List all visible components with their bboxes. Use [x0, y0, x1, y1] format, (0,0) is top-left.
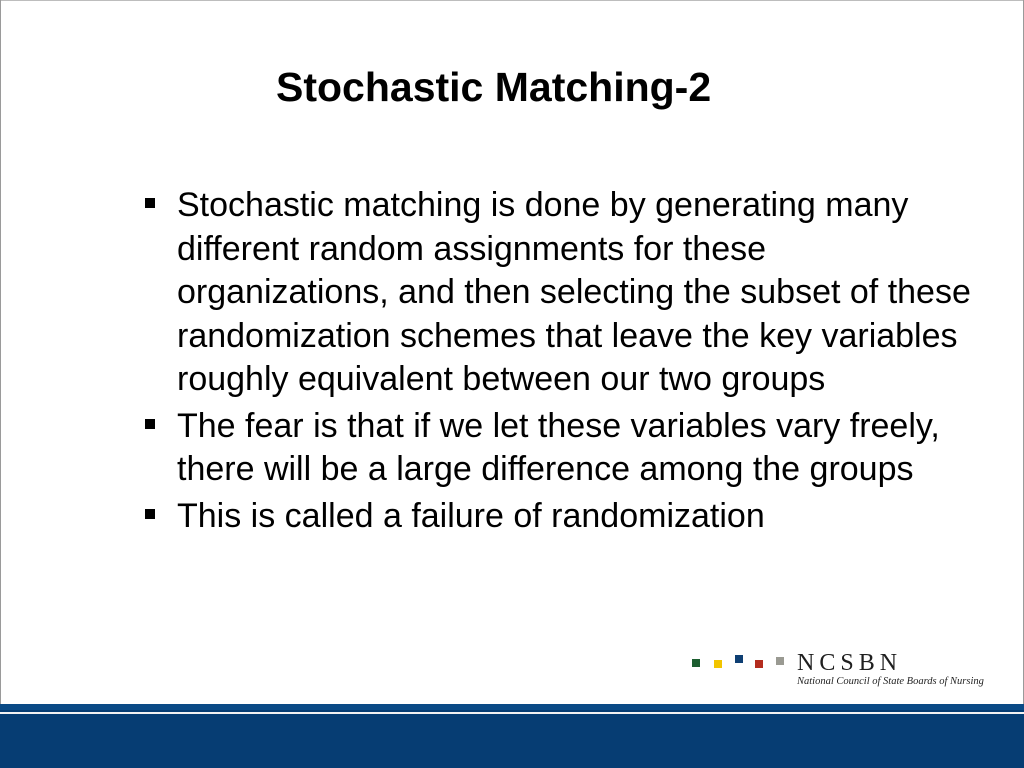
- bullet-text: The fear is that if we let these variables vary freely, there will be a large difference among the groups: [177, 406, 940, 488]
- bullet-text: Stochastic matching is done by generating many different random assignments for these organizations, and then selecting the subset of these randomization schemes that leave the key variables roughly equivalent between our two groups: [177, 186, 971, 398]
- ncsbn-logo: [692, 652, 992, 692]
- logo-square-blue-icon: [735, 655, 743, 663]
- logo-square-yellow-icon: [714, 660, 722, 668]
- bullet-item: [140, 495, 980, 539]
- square-bullet-icon: [145, 419, 155, 429]
- slide-border-top: [0, 0, 1024, 1]
- square-bullet-icon: [145, 509, 155, 519]
- logo-square-gray-icon: [776, 657, 784, 665]
- logo-name: NCSBN: [797, 650, 903, 676]
- bullet-item: [140, 184, 980, 402]
- logo-square-red-icon: [755, 660, 763, 668]
- square-bullet-icon: [145, 198, 155, 208]
- bullet-text: This is called a failure of randomization: [177, 496, 765, 535]
- logo-square-green-icon: [692, 659, 700, 667]
- footer-divider-line: [0, 712, 1024, 714]
- footer-stripe: [0, 704, 1024, 710]
- logo-subtitle: National Council of State Boards of Nursing: [797, 676, 984, 687]
- bullet-item: [140, 405, 980, 492]
- slide-title: Stochastic Matching-2: [276, 64, 712, 110]
- bullet-list: [140, 184, 980, 541]
- slide-border-left: [0, 0, 1, 706]
